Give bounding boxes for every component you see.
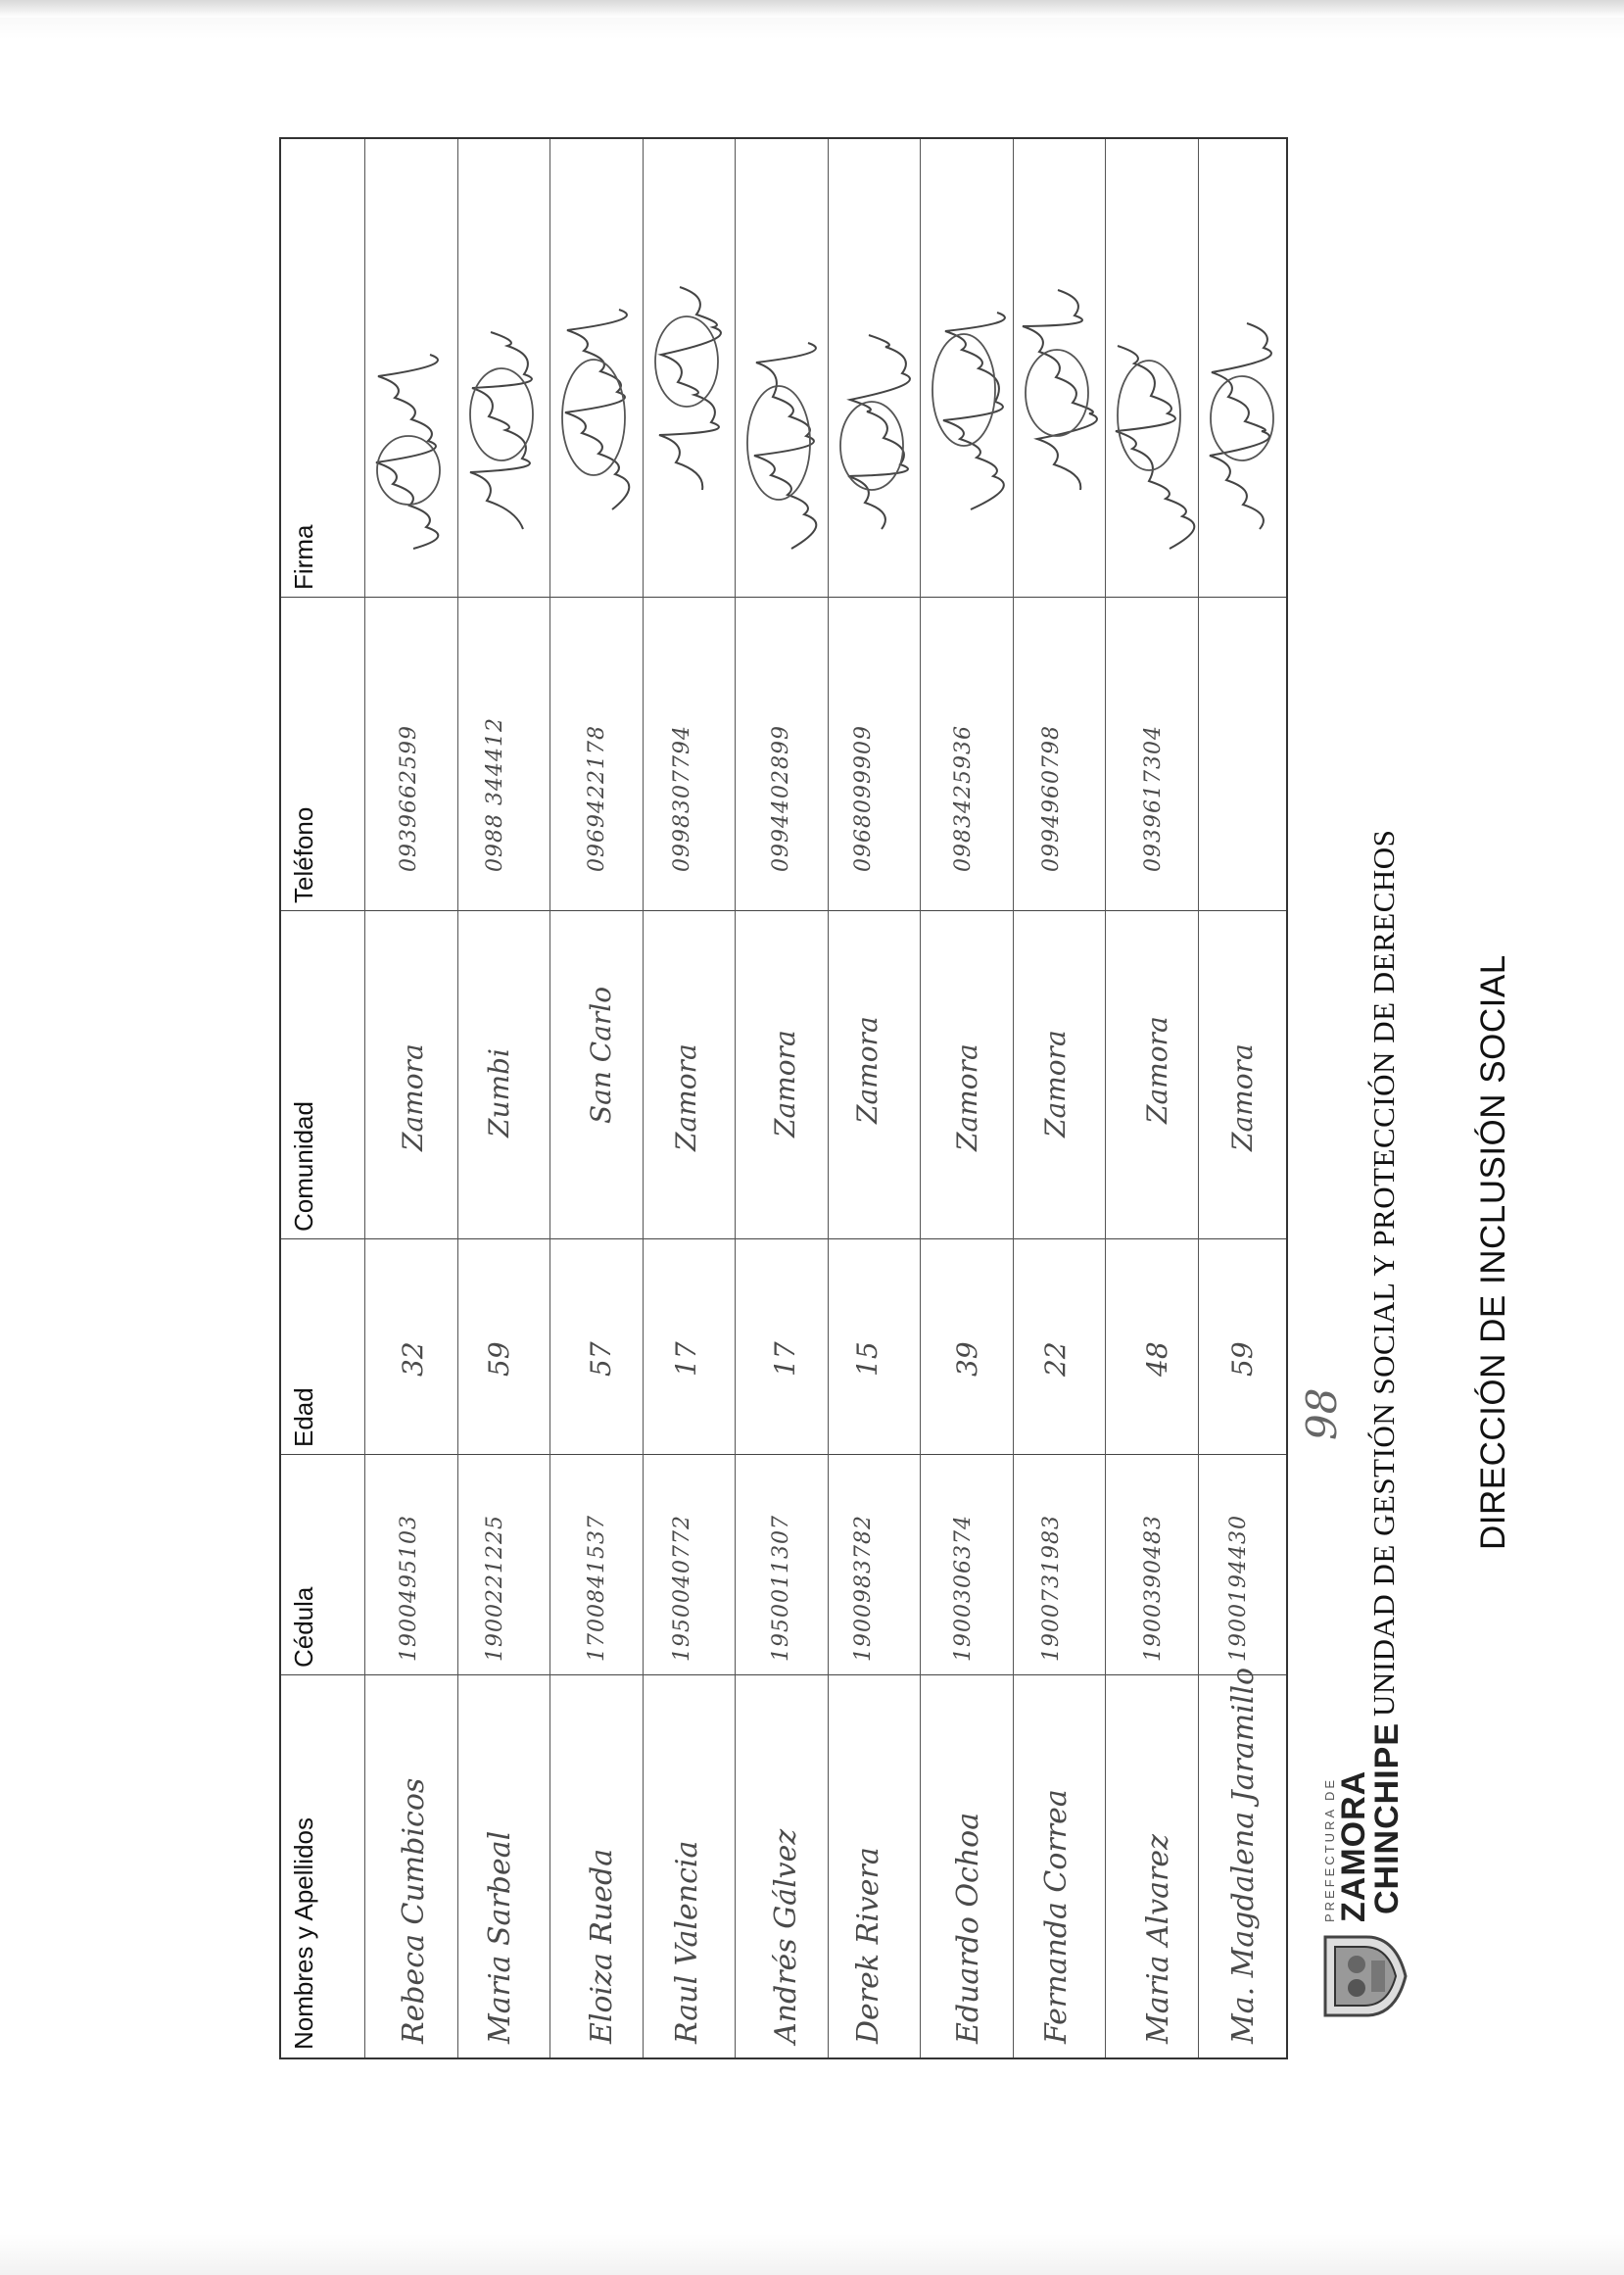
signature-scribble <box>725 167 833 558</box>
comunidad-cell: Zamora <box>769 1030 801 1138</box>
comunidad-cell: Zamora <box>397 1043 429 1151</box>
signature-scribble <box>818 147 926 539</box>
telefono-cell: 0998307794 <box>669 725 694 872</box>
signature-scribble <box>1188 147 1296 539</box>
name-cell: Maria Alvarez <box>1141 1834 1175 2044</box>
cedula-cell: 1950011307 <box>769 1515 793 1662</box>
prefectura-crest-logo <box>1317 1927 1408 2025</box>
page-number: 98 <box>1298 1387 1346 1440</box>
edad-cell: 17 <box>769 1341 801 1377</box>
edad-cell: 22 <box>1038 1341 1072 1377</box>
document-subtitle: UNIDAD DE GESTIÓN SOCIAL Y PROTECCIÓN DE DERECHOS <box>1366 829 1401 1717</box>
cedula-column-header: Cédula <box>289 1586 318 1668</box>
telefono-cell: 0939617304 <box>1141 725 1166 872</box>
signature-scribble <box>633 108 740 500</box>
telefono-cell: 0988 344412 <box>482 717 507 872</box>
edad-cell: 59 <box>482 1341 515 1377</box>
column-divider <box>281 1238 1286 1239</box>
comunidad-cell: Zamora <box>1038 1030 1072 1138</box>
telefono-cell: 0968099909 <box>850 725 876 872</box>
brand-block <box>1322 1722 1404 1922</box>
edad-cell: 17 <box>669 1341 702 1377</box>
name-cell: Raul Valencia <box>669 1840 704 2044</box>
edad-cell: 15 <box>850 1341 884 1377</box>
comunidad-cell: Zamora <box>850 1016 884 1124</box>
name-cell: Fernanda Correa <box>1038 1789 1074 2044</box>
comunidad-cell: Zamora <box>669 1043 702 1151</box>
name-cell: Andrés Gálvez <box>769 1828 803 2044</box>
cedula-cell: 1900194430 <box>1225 1515 1251 1662</box>
comunidad-column-header: Comunidad <box>289 1101 318 1232</box>
column-divider <box>281 1674 1286 1675</box>
edad-cell: 48 <box>1141 1341 1173 1377</box>
signature-scribble <box>910 127 1018 519</box>
column-divider <box>281 910 1286 911</box>
signature-scribble <box>1095 167 1203 558</box>
comunidad-cell: Zamora <box>1141 1016 1173 1124</box>
signature-scribble <box>540 127 647 519</box>
brand-name-1: ZAMORA <box>1335 1769 1372 1922</box>
telefono-cell: 0983425936 <box>951 725 976 872</box>
column-divider <box>281 597 1286 598</box>
edad-cell: 32 <box>397 1341 429 1377</box>
comunidad-cell: Zumbi <box>482 1048 515 1138</box>
telefono-cell: 0994960798 <box>1038 725 1064 872</box>
signature-scribble <box>1003 108 1111 500</box>
attendance-table <box>279 137 1288 2059</box>
name-cell: Maria Sarbeal <box>482 1830 517 2044</box>
cedula-cell: 1950040772 <box>669 1515 694 1662</box>
column-divider <box>281 1454 1286 1455</box>
signature-scribble <box>355 167 462 558</box>
name-cell: Rebeca Cumbicos <box>397 1777 431 2044</box>
signature-scribble <box>448 147 555 539</box>
telefono-cell: 0994402899 <box>769 725 793 872</box>
cedula-cell: 1900983782 <box>850 1515 876 1662</box>
telefono-cell: 0939662599 <box>397 725 421 872</box>
cedula-cell: 1900390483 <box>1141 1515 1166 1662</box>
cedula-cell: 1900495103 <box>397 1515 421 1662</box>
cedula-cell: 1700841537 <box>585 1515 609 1662</box>
telefono-column-header: Teléfono <box>289 806 318 903</box>
document-title: DIRECCIÓN DE INCLUSIÓN SOCIAL <box>1474 954 1512 1550</box>
cedula-cell: 1900731983 <box>1038 1515 1064 1662</box>
edad-column-header: Edad <box>289 1387 318 1447</box>
edad-cell: 59 <box>1225 1341 1259 1377</box>
firma-column-header: Firma <box>289 524 318 590</box>
comunidad-cell: Zamora <box>1225 1043 1259 1151</box>
name-cell: Ma. Magdalena Jaramillo <box>1225 1667 1261 2044</box>
cedula-cell: 1900306374 <box>951 1515 976 1662</box>
name-cell: Eloiza Rueda <box>585 1848 619 2044</box>
name-cell: Derek Rivera <box>850 1847 885 2044</box>
comunidad-cell: Zamora <box>951 1043 983 1151</box>
name-column-header: Nombres y Apellidos <box>289 1817 318 2050</box>
brand-name-2: CHINCHIPE <box>1368 1721 1406 1914</box>
telefono-cell: 0969422178 <box>585 725 609 872</box>
name-cell: Eduardo Ochoa <box>951 1812 985 2044</box>
brand-prefix: PREFECTURA DE <box>1322 1776 1337 1922</box>
edad-cell: 39 <box>951 1341 983 1377</box>
edad-cell: 57 <box>585 1341 617 1377</box>
cedula-cell: 1900221225 <box>482 1515 507 1662</box>
comunidad-cell: San Carlo <box>585 986 617 1124</box>
